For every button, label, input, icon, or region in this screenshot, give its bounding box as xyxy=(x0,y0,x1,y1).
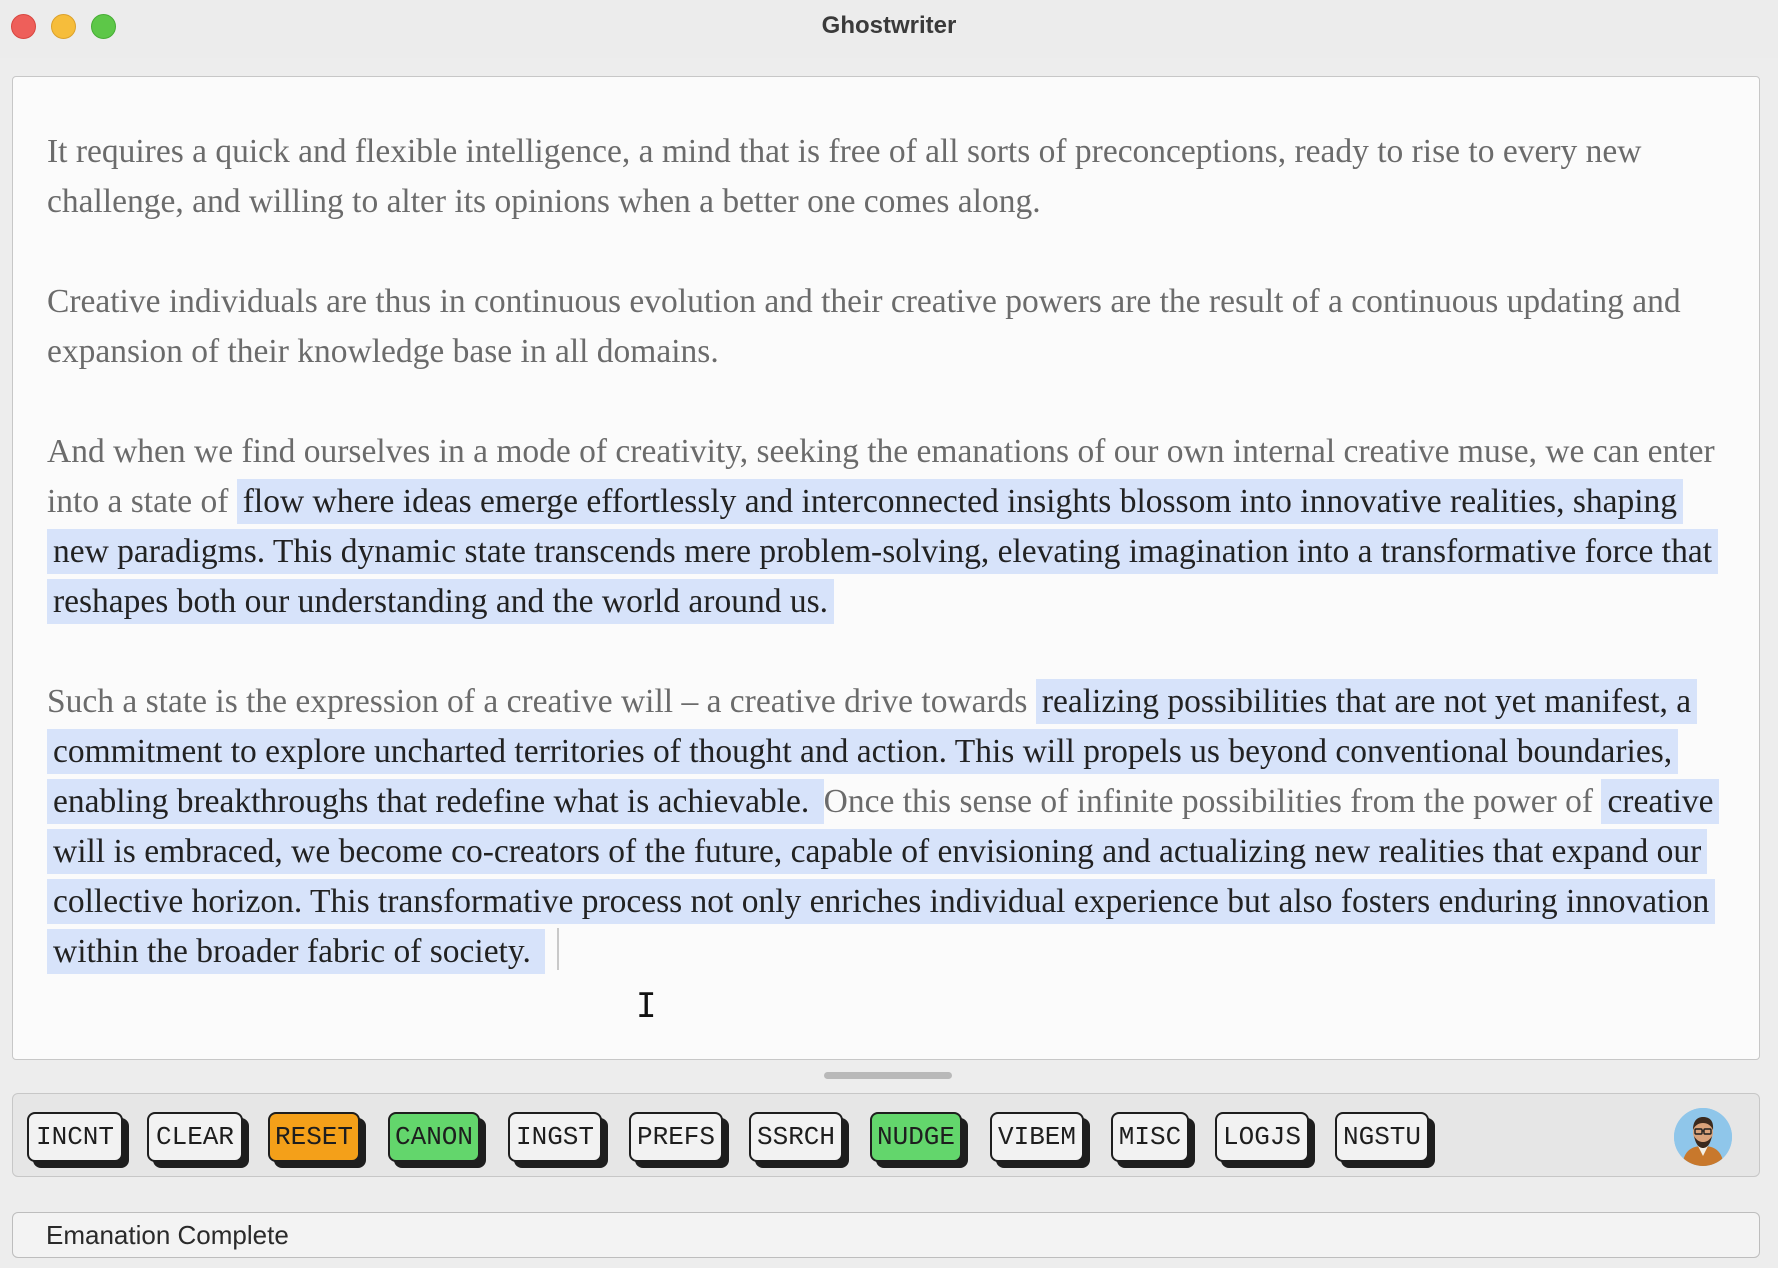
ngstu-button[interactable]: NGSTU xyxy=(1335,1112,1429,1162)
reset-button[interactable]: RESET xyxy=(268,1112,360,1162)
incnt-button[interactable]: INCNT xyxy=(27,1112,123,1162)
vibem-button[interactable]: VIBEM xyxy=(990,1112,1084,1162)
canon-button[interactable]: CANON xyxy=(388,1112,480,1162)
ibeam-cursor-icon: I xyxy=(636,986,657,1026)
pane-splitter[interactable] xyxy=(12,1064,1760,1086)
paragraph-4-user-text-1: Such a state is the expression of a creative will – a creative drive towards xyxy=(47,683,1036,720)
paragraph-3-generated-text: flow where ideas emerge effortlessly and interconnected insights blossom into innovative realities, shaping new paradigms. This dynamic state transcends mere problem-solving, elevating imagination into a transformative force that reshapes both our understanding and the world around us. xyxy=(47,479,1718,624)
paragraph-4-user-text-2: Once this sense of infinite possibilities from the power of xyxy=(823,783,1602,820)
avatar-portrait-icon xyxy=(1674,1108,1732,1166)
ingst-button[interactable]: INGST xyxy=(508,1112,602,1162)
title-bar[interactable] xyxy=(0,0,1778,58)
text-caret xyxy=(557,928,559,970)
splitter-handle[interactable] xyxy=(824,1072,952,1079)
paragraph-1 xyxy=(47,127,1727,227)
ssrch-button[interactable]: SSRCH xyxy=(749,1112,843,1162)
command-toolbar xyxy=(12,1093,1760,1177)
logjs-button[interactable]: LOGJS xyxy=(1215,1112,1309,1162)
paragraph-4-generated-text-1: realizing possibilities that are not yet manifest, a commitment to explore uncharted territories of thought and action. This will propels us beyond conventional boundaries, enabling breakthroughs that redefine what is achievable. xyxy=(47,679,1697,824)
paragraph-3-user-text: And when we find ourselves in a mode of creativity, seeking the emanations of our own internal creative muse, we can enter into a state of xyxy=(47,433,1715,520)
paragraph-2 xyxy=(47,277,1727,377)
window-title: Ghostwriter xyxy=(821,12,957,39)
paragraph-2-text: Creative individuals are thus in continuous evolution and their creative powers are the result of a continuous updating and expansion of their knowledge base in all domains. xyxy=(47,283,1681,370)
status-message: Emanation Complete xyxy=(46,1220,289,1250)
prefs-button[interactable]: PREFS xyxy=(629,1112,723,1162)
misc-button[interactable]: MISC xyxy=(1111,1112,1189,1162)
paragraph-1-text: It requires a quick and flexible intelligence, a mind that is free of all sorts of preconceptions, ready to rise to every new challenge, and willing to alter its opinions when a better one comes along. xyxy=(47,133,1642,220)
paragraph-3 xyxy=(47,427,1727,627)
nudge-button[interactable]: NUDGE xyxy=(870,1112,962,1162)
status-bar xyxy=(12,1212,1760,1258)
paragraph-4-generated-text-2: creative will is embraced, we become co-creators of the future, capable of envisioning and actualizing new realities that expand our collective horizon. This transformative process not only enriches individual experience but also fosters enduring innovation within the broader fabric of society. xyxy=(47,779,1719,974)
clear-button[interactable]: CLEAR xyxy=(147,1112,243,1162)
user-avatar[interactable] xyxy=(1674,1108,1732,1166)
text-editor[interactable] xyxy=(12,76,1760,1060)
paragraph-4 xyxy=(47,677,1727,977)
